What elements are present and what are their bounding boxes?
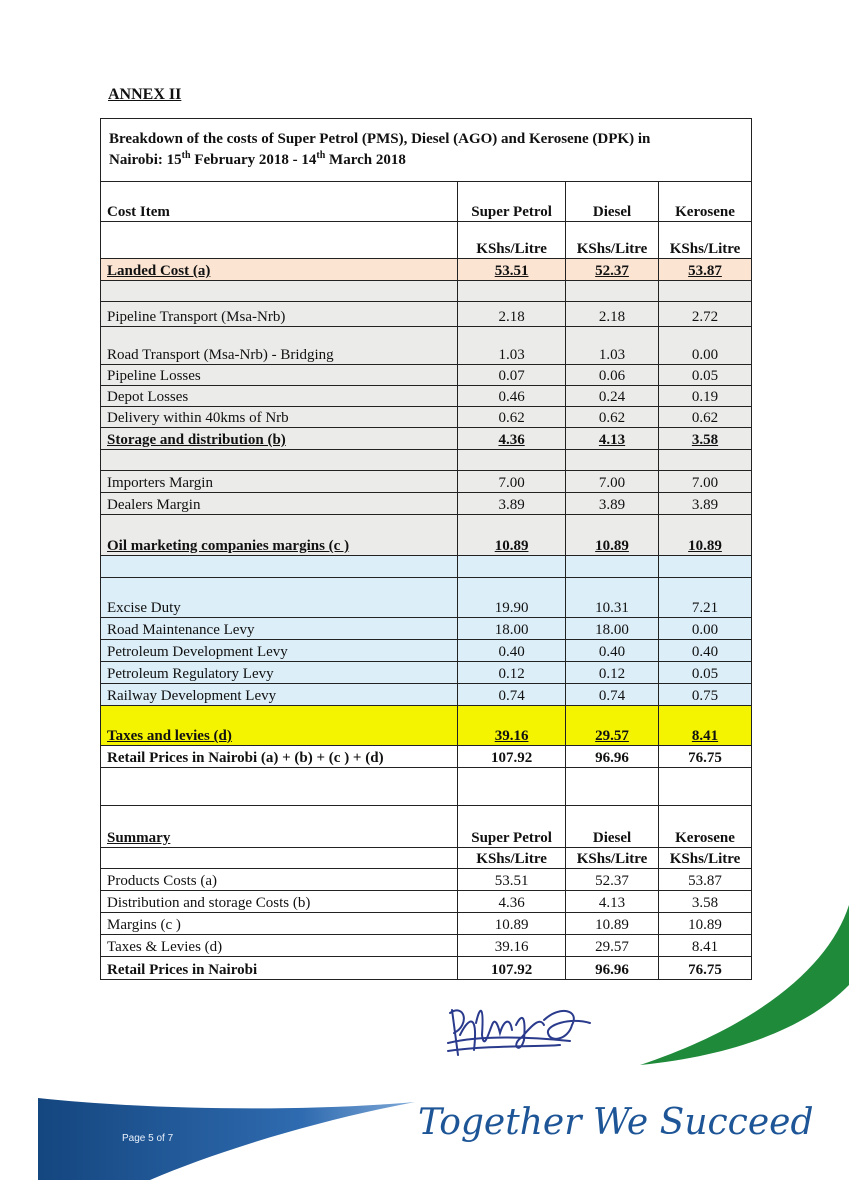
table-row: Road Transport (Msa-Nrb) - Bridging 1.03 1.03 0.00	[101, 327, 752, 365]
unit-label: KShs/Litre	[659, 222, 752, 259]
table-row: Dealers Margin 3.89 3.89 3.89	[101, 493, 752, 515]
summary-row: Distribution and storage Costs (b) 4.36 4.13 3.58	[101, 891, 752, 913]
table-title-line2: Nairobi: 15th February 2018 - 14th March 2018	[109, 150, 406, 168]
table-row: Depot Losses 0.46 0.24 0.19	[101, 386, 752, 407]
unit-label: KShs/Litre	[659, 848, 752, 869]
annex-title: ANNEX II	[108, 86, 182, 103]
margins-total-row: Oil marketing companies margins (c ) 10.89 10.89 10.89	[101, 515, 752, 556]
table-row: Excise Duty 19.90 10.31 7.21	[101, 578, 752, 618]
table-title	[101, 119, 752, 182]
unit-label: KShs/Litre	[458, 222, 566, 259]
header-kerosene: Kerosene	[659, 182, 752, 222]
table-row: Road Maintenance Levy 18.00 18.00 0.00	[101, 618, 752, 640]
summary-row: Margins (c ) 10.89 10.89 10.89	[101, 913, 752, 935]
header-diesel: Diesel	[566, 182, 659, 222]
table-row: Railway Development Levy 0.74 0.74 0.75	[101, 684, 752, 706]
blue-swoosh-graphic	[0, 1080, 420, 1180]
table-row: Pipeline Transport (Msa-Nrb) 2.18 2.18 2.72	[101, 302, 752, 327]
landed-cost-row: Landed Cost (a) 53.51 52.37 53.87	[101, 259, 752, 281]
unit-label: KShs/Litre	[566, 848, 659, 869]
table-row: Petroleum Regulatory Levy 0.12 0.12 0.05	[101, 662, 752, 684]
summary-total-row: Retail Prices in Nairobi 107.92 96.96 76.75	[101, 957, 752, 980]
taxes-levies-row: Taxes and levies (d) 39.16 29.57 8.41	[101, 706, 752, 746]
table-row: Petroleum Development Levy 0.40 0.40 0.40	[101, 640, 752, 662]
table-row: Importers Margin 7.00 7.00 7.00	[101, 471, 752, 493]
summary-header-row: Summary Super Petrol Diesel Kerosene	[101, 806, 752, 848]
table-title-line1: Breakdown of the costs of Super Petrol (PMS), Diesel (AGO) and Kerosene (DPK) in	[109, 131, 651, 147]
summary-row: Taxes & Levies (d) 39.16 29.57 8.41	[101, 935, 752, 957]
header-cost-item: Cost Item	[101, 182, 458, 222]
table-row: Delivery within 40kms of Nrb 0.62 0.62 0.62	[101, 407, 752, 428]
retail-price-row: Retail Prices in Nairobi (a) + (b) + (c ) + (d) 107.92 96.96 76.75	[101, 746, 752, 768]
table-row: Pipeline Losses 0.07 0.06 0.05	[101, 365, 752, 386]
header-super-petrol: Super Petrol	[458, 182, 566, 222]
unit-label: KShs/Litre	[458, 848, 566, 869]
unit-label: KShs/Litre	[566, 222, 659, 259]
empty-cell	[101, 222, 458, 259]
green-wedge-graphic	[640, 905, 849, 1065]
cost-breakdown-table	[100, 118, 752, 980]
storage-distribution-row: Storage and distribution (b) 4.36 4.13 3.58	[101, 428, 752, 450]
slogan: Together We Succeed	[418, 1102, 814, 1143]
signature	[440, 995, 600, 1065]
page-number: Page 5 of 7	[122, 1133, 174, 1144]
summary-row: Products Costs (a) 53.51 52.37 53.87	[101, 869, 752, 891]
